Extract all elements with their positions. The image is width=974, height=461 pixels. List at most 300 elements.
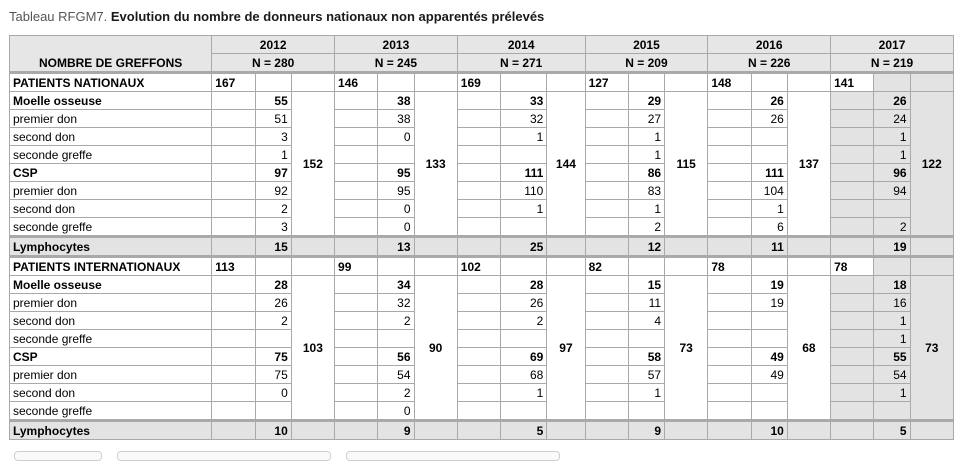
year-n-header: N = 245 (335, 54, 458, 73)
empty-cell (335, 128, 378, 146)
empty-cell (255, 257, 291, 276)
empty-cell (212, 164, 255, 182)
row-value: 55 (255, 92, 291, 110)
donor-table (9, 35, 954, 440)
empty-cell (212, 421, 255, 440)
empty-cell (457, 200, 500, 218)
empty-cell (665, 73, 708, 92)
row-value: 28 (255, 276, 291, 294)
empty-cell (335, 146, 378, 164)
empty-cell (212, 200, 255, 218)
row-value: 1 (628, 146, 664, 164)
group-total: 73 (910, 276, 953, 421)
row-value (628, 402, 664, 421)
row-value (751, 384, 787, 402)
empty-cell (831, 92, 874, 110)
empty-cell (787, 73, 830, 92)
empty-cell (212, 402, 255, 421)
row-value: 1 (501, 384, 547, 402)
empty-cell (335, 276, 378, 294)
lymphocytes-value: 15 (255, 237, 291, 257)
row-value: 2 (874, 218, 910, 237)
empty-cell (212, 366, 255, 384)
year-n-header: N = 271 (457, 54, 585, 73)
empty-cell (628, 73, 664, 92)
bottom-tab (14, 451, 102, 461)
empty-cell (335, 421, 378, 440)
year-header: 2013 (335, 36, 458, 54)
empty-cell (708, 421, 751, 440)
row-label: Moelle osseuse (10, 92, 212, 110)
lymphocytes-value: 11 (751, 237, 787, 257)
bottom-scroll-tabs (9, 451, 959, 459)
empty-cell (665, 257, 708, 276)
header-years-row (10, 36, 954, 54)
lymphocytes-value: 13 (378, 237, 414, 257)
empty-cell (585, 218, 628, 237)
empty-cell (457, 294, 500, 312)
empty-cell (585, 237, 628, 257)
empty-cell (831, 330, 874, 348)
empty-cell (414, 73, 457, 92)
empty-cell (212, 182, 255, 200)
empty-cell (831, 276, 874, 294)
row-value: 2 (501, 312, 547, 330)
lymphocytes-row (10, 237, 954, 257)
empty-cell (457, 110, 500, 128)
row-value (378, 146, 414, 164)
empty-cell (457, 92, 500, 110)
row-value: 2 (628, 218, 664, 237)
row-value (501, 218, 547, 237)
row-value: 1 (628, 200, 664, 218)
section-year-total: 113 (212, 257, 255, 276)
row-value: 38 (378, 110, 414, 128)
empty-cell (585, 312, 628, 330)
empty-cell (708, 218, 751, 237)
empty-cell (708, 294, 751, 312)
empty-cell (212, 237, 255, 257)
row-value: 83 (628, 182, 664, 200)
row-value: 1 (874, 384, 910, 402)
empty-cell (457, 164, 500, 182)
row-value: 1 (874, 330, 910, 348)
empty-cell (831, 237, 874, 257)
empty-cell (457, 384, 500, 402)
bottom-tab (117, 451, 331, 461)
row-value: 95 (378, 182, 414, 200)
row-value: 32 (501, 110, 547, 128)
empty-cell (787, 257, 830, 276)
empty-cell (874, 73, 910, 92)
empty-cell (585, 330, 628, 348)
table-row (10, 92, 954, 110)
empty-cell (212, 312, 255, 330)
empty-cell (874, 257, 910, 276)
empty-cell (335, 182, 378, 200)
row-value: 86 (628, 164, 664, 182)
lymphocytes-value: 5 (874, 421, 910, 440)
row-label: seconde greffe (10, 218, 212, 237)
empty-cell (378, 257, 414, 276)
empty-cell (335, 200, 378, 218)
row-value: 110 (501, 182, 547, 200)
lymphocytes-value: 5 (501, 421, 547, 440)
empty-cell (708, 237, 751, 257)
row-value: 104 (751, 182, 787, 200)
row-value: 1 (751, 200, 787, 218)
row-label: Moelle osseuse (10, 276, 212, 294)
lymphocytes-value: 9 (378, 421, 414, 440)
row-value: 96 (874, 164, 910, 182)
group-total: 73 (665, 276, 708, 421)
empty-cell (910, 237, 953, 257)
row-value: 29 (628, 92, 664, 110)
row-value: 2 (378, 312, 414, 330)
row-label: second don (10, 200, 212, 218)
table-body (10, 73, 954, 440)
group-total: 103 (291, 276, 334, 421)
empty-cell (255, 73, 291, 92)
row-value: 26 (751, 92, 787, 110)
caption-title: Evolution du nombre de donneurs nationaux non apparentés prélevés (110, 9, 545, 24)
row-value (874, 200, 910, 218)
empty-cell (212, 110, 255, 128)
empty-cell (212, 218, 255, 237)
empty-cell (212, 348, 255, 366)
empty-cell (212, 128, 255, 146)
empty-cell (585, 110, 628, 128)
year-n-header: N = 219 (831, 54, 954, 73)
empty-cell (585, 421, 628, 440)
row-value: 19 (751, 294, 787, 312)
row-value: 11 (628, 294, 664, 312)
empty-cell (585, 294, 628, 312)
empty-cell (708, 164, 751, 182)
year-header: 2015 (585, 36, 708, 54)
row-value: 58 (628, 348, 664, 366)
lymphocytes-value: 19 (874, 237, 910, 257)
section-year-total: 167 (212, 73, 255, 92)
row-value: 16 (874, 294, 910, 312)
empty-cell (708, 402, 751, 421)
empty-cell (291, 421, 334, 440)
row-value: 54 (378, 366, 414, 384)
group-total: 115 (665, 92, 708, 237)
section-year-total: 148 (708, 73, 751, 92)
empty-cell (335, 366, 378, 384)
row-value: 75 (255, 366, 291, 384)
row-value: 0 (378, 128, 414, 146)
empty-cell (708, 276, 751, 294)
empty-cell (457, 348, 500, 366)
empty-cell (831, 421, 874, 440)
empty-cell (335, 384, 378, 402)
row-label: Lymphocytes (10, 421, 212, 440)
row-value: 0 (378, 218, 414, 237)
section-year-total: 78 (831, 257, 874, 276)
row-value: 1 (255, 146, 291, 164)
row-value: 15 (628, 276, 664, 294)
section-year-total: 99 (335, 257, 378, 276)
empty-cell (212, 146, 255, 164)
row-value: 4 (628, 312, 664, 330)
empty-cell (787, 237, 830, 257)
section-name: PATIENTS INTERNATIONAUX (10, 257, 212, 276)
row-value: 111 (501, 164, 547, 182)
empty-cell (585, 366, 628, 384)
year-n-header: N = 226 (708, 54, 831, 73)
row-label: seconde greffe (10, 146, 212, 164)
table-row (10, 276, 954, 294)
row-value: 34 (378, 276, 414, 294)
empty-cell (831, 384, 874, 402)
section-header-row (10, 73, 954, 92)
row-value: 75 (255, 348, 291, 366)
section-year-total: 127 (585, 73, 628, 92)
empty-cell (457, 218, 500, 237)
group-total: 68 (787, 276, 830, 421)
empty-cell (708, 366, 751, 384)
row-value: 95 (378, 164, 414, 182)
empty-cell (585, 182, 628, 200)
empty-cell (708, 348, 751, 366)
row-value: 56 (378, 348, 414, 366)
row-value: 3 (255, 128, 291, 146)
row-value (501, 330, 547, 348)
empty-cell (457, 312, 500, 330)
empty-cell (585, 402, 628, 421)
row-value: 26 (501, 294, 547, 312)
row-value: 1 (874, 146, 910, 164)
empty-cell (547, 73, 585, 92)
row-value: 97 (255, 164, 291, 182)
row-label: premier don (10, 110, 212, 128)
empty-cell (831, 366, 874, 384)
row-value: 94 (874, 182, 910, 200)
row-value: 32 (378, 294, 414, 312)
row-label: premier don (10, 366, 212, 384)
empty-cell (585, 146, 628, 164)
empty-cell (291, 73, 334, 92)
row-value (874, 402, 910, 421)
empty-cell (585, 276, 628, 294)
empty-cell (501, 73, 547, 92)
empty-cell (787, 421, 830, 440)
empty-cell (457, 366, 500, 384)
row-value: 2 (255, 312, 291, 330)
empty-cell (751, 73, 787, 92)
empty-cell (585, 384, 628, 402)
row-value: 1 (501, 128, 547, 146)
group-total: 152 (291, 92, 334, 237)
row-label: second don (10, 128, 212, 146)
year-header: 2016 (708, 36, 831, 54)
row-value: 26 (255, 294, 291, 312)
section-year-total: 146 (335, 73, 378, 92)
empty-cell (547, 421, 585, 440)
row-label: CSP (10, 348, 212, 366)
group-total: 97 (547, 276, 585, 421)
empty-cell (335, 92, 378, 110)
row-value: 49 (751, 348, 787, 366)
empty-cell (335, 312, 378, 330)
lymphocytes-value: 25 (501, 237, 547, 257)
group-total: 144 (547, 92, 585, 237)
empty-cell (708, 128, 751, 146)
empty-cell (335, 218, 378, 237)
empty-cell (585, 92, 628, 110)
empty-cell (831, 146, 874, 164)
year-n-header: N = 209 (585, 54, 708, 73)
empty-cell (335, 237, 378, 257)
empty-cell (335, 330, 378, 348)
row-value: 54 (874, 366, 910, 384)
header-corner: NOMBRE DE GREFFONS (10, 36, 212, 73)
empty-cell (291, 257, 334, 276)
empty-cell (708, 92, 751, 110)
section-name: PATIENTS NATIONAUX (10, 73, 212, 92)
row-value: 33 (501, 92, 547, 110)
row-value (255, 402, 291, 421)
lymphocytes-row (10, 421, 954, 440)
row-label: CSP (10, 164, 212, 182)
row-value: 1 (874, 128, 910, 146)
empty-cell (831, 402, 874, 421)
empty-cell (831, 348, 874, 366)
row-label: second don (10, 384, 212, 402)
row-value: 18 (874, 276, 910, 294)
empty-cell (414, 237, 457, 257)
row-value (628, 330, 664, 348)
empty-cell (831, 128, 874, 146)
empty-cell (457, 182, 500, 200)
empty-cell (831, 110, 874, 128)
group-total: 137 (787, 92, 830, 237)
section-year-total: 102 (457, 257, 500, 276)
row-value: 24 (874, 110, 910, 128)
empty-cell (831, 182, 874, 200)
empty-cell (335, 164, 378, 182)
section-year-total: 78 (708, 257, 751, 276)
empty-cell (831, 164, 874, 182)
empty-cell (585, 348, 628, 366)
row-value: 38 (378, 92, 414, 110)
lymphocytes-value: 9 (628, 421, 664, 440)
row-value: 0 (378, 200, 414, 218)
row-label: second don (10, 312, 212, 330)
row-label: Lymphocytes (10, 237, 212, 257)
empty-cell (628, 257, 664, 276)
empty-cell (212, 384, 255, 402)
section-year-total: 82 (585, 257, 628, 276)
lymphocytes-value: 10 (751, 421, 787, 440)
row-value: 1 (501, 200, 547, 218)
empty-cell (910, 257, 953, 276)
empty-cell (708, 384, 751, 402)
section-year-total: 169 (457, 73, 500, 92)
row-value: 0 (378, 402, 414, 421)
section-year-total: 141 (831, 73, 874, 92)
row-label: premier don (10, 294, 212, 312)
empty-cell (212, 294, 255, 312)
row-value (751, 128, 787, 146)
empty-cell (585, 200, 628, 218)
empty-cell (708, 182, 751, 200)
row-value: 57 (628, 366, 664, 384)
row-value: 49 (751, 366, 787, 384)
empty-cell (665, 421, 708, 440)
row-label: premier don (10, 182, 212, 200)
empty-cell (457, 421, 500, 440)
row-value (378, 330, 414, 348)
table-header (10, 36, 954, 73)
empty-cell (212, 330, 255, 348)
empty-cell (910, 421, 953, 440)
lymphocytes-value: 10 (255, 421, 291, 440)
row-value: 0 (255, 384, 291, 402)
empty-cell (291, 237, 334, 257)
empty-cell (212, 92, 255, 110)
empty-cell (457, 128, 500, 146)
empty-cell (335, 402, 378, 421)
row-value: 68 (501, 366, 547, 384)
empty-cell (414, 257, 457, 276)
empty-cell (414, 421, 457, 440)
empty-cell (708, 200, 751, 218)
empty-cell (665, 237, 708, 257)
empty-cell (378, 73, 414, 92)
row-label: seconde greffe (10, 402, 212, 421)
empty-cell (335, 294, 378, 312)
caption-label: Tableau RFGM7. (9, 9, 108, 24)
empty-cell (708, 330, 751, 348)
group-total: 122 (910, 92, 953, 237)
empty-cell (457, 402, 500, 421)
empty-cell (831, 218, 874, 237)
row-value: 26 (874, 92, 910, 110)
row-value: 92 (255, 182, 291, 200)
row-value: 26 (751, 110, 787, 128)
empty-cell (708, 110, 751, 128)
year-n-header: N = 280 (212, 54, 335, 73)
row-value: 111 (751, 164, 787, 182)
group-total: 90 (414, 276, 457, 421)
empty-cell (708, 146, 751, 164)
empty-cell (457, 237, 500, 257)
empty-cell (547, 257, 585, 276)
row-value: 55 (874, 348, 910, 366)
empty-cell (708, 312, 751, 330)
row-value: 27 (628, 110, 664, 128)
empty-cell (831, 200, 874, 218)
empty-cell (457, 276, 500, 294)
table-caption (9, 9, 544, 25)
row-value (255, 330, 291, 348)
empty-cell (335, 110, 378, 128)
row-value: 6 (751, 218, 787, 237)
empty-cell (457, 330, 500, 348)
empty-cell (585, 128, 628, 146)
lymphocytes-value: 12 (628, 237, 664, 257)
row-value (751, 402, 787, 421)
empty-cell (335, 348, 378, 366)
empty-cell (457, 146, 500, 164)
year-header: 2014 (457, 36, 585, 54)
empty-cell (212, 276, 255, 294)
row-value: 2 (255, 200, 291, 218)
empty-cell (501, 257, 547, 276)
